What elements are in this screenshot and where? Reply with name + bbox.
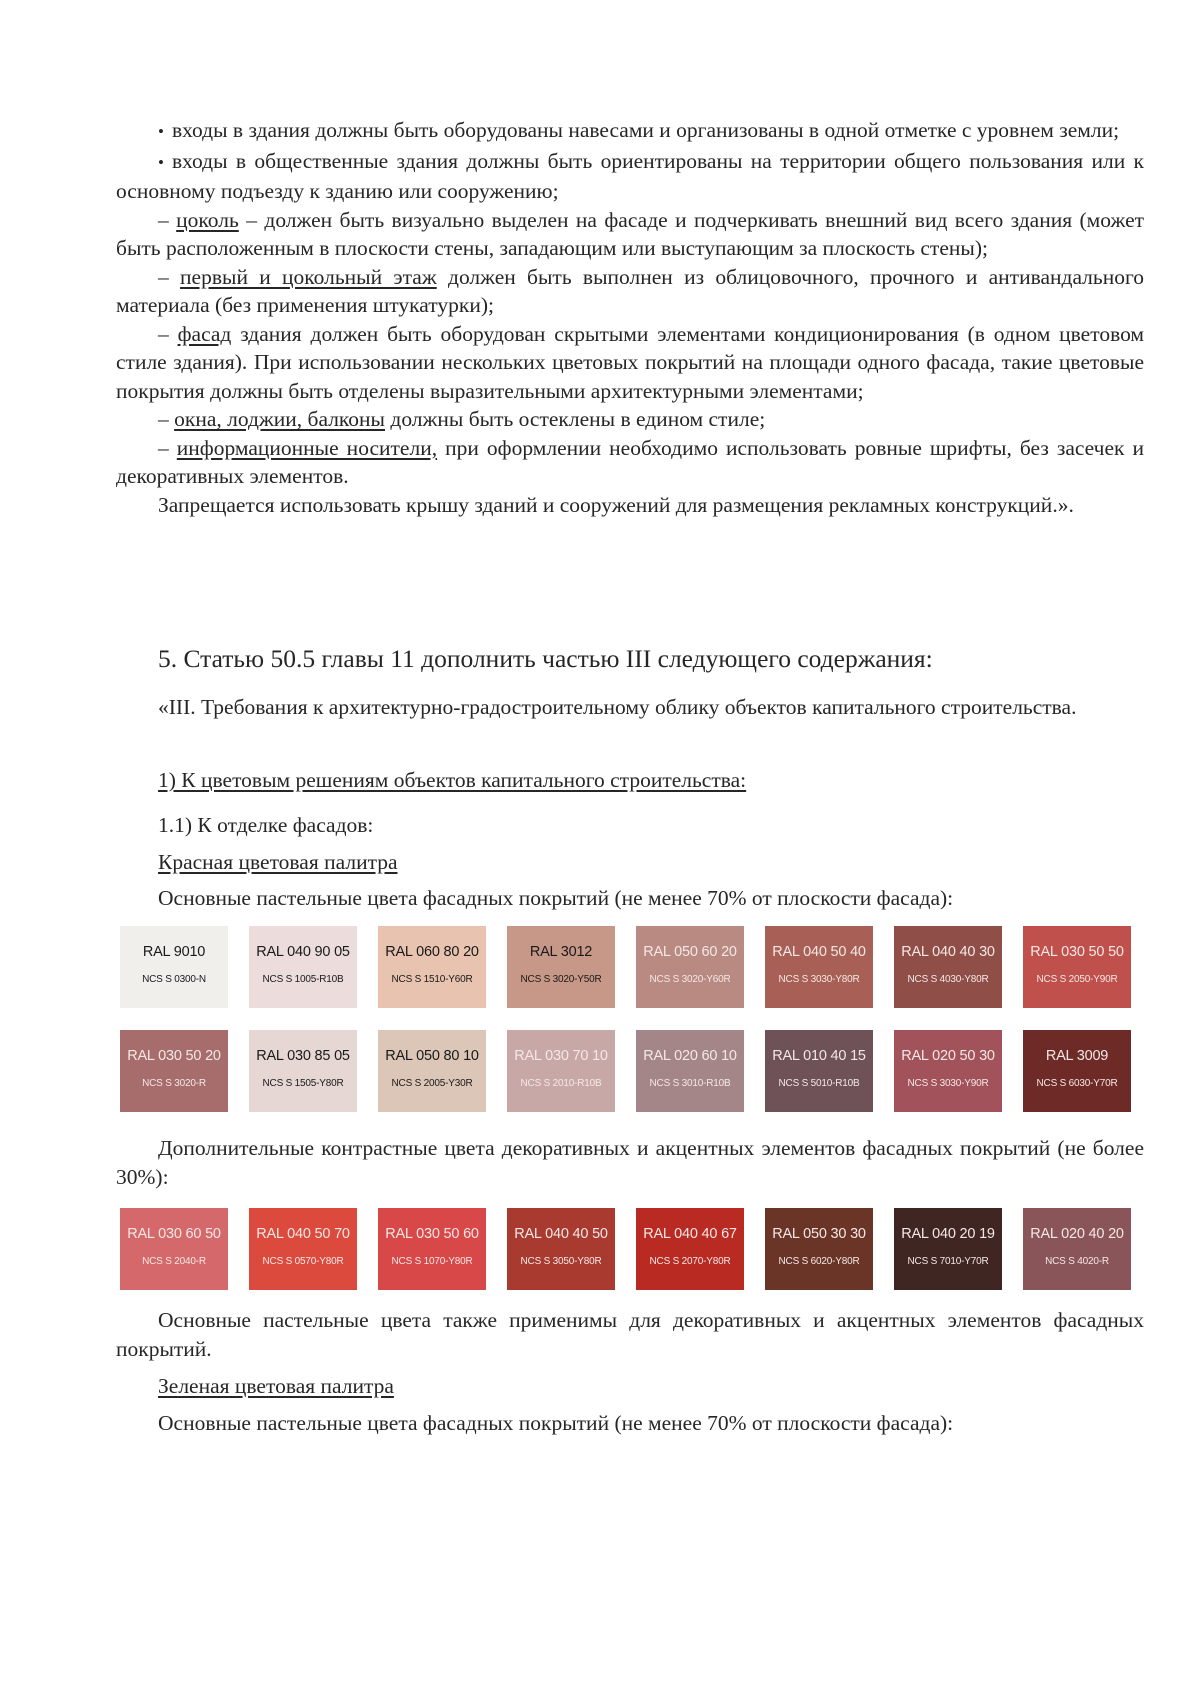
ncs-code: NCS S 1510-Y60R	[391, 974, 473, 985]
ral-code: RAL 040 50 70	[256, 1226, 350, 1242]
bullet-icon: •	[158, 122, 164, 141]
ncs-code: NCS S 2070-Y80R	[649, 1256, 731, 1267]
dash-mark: –	[158, 321, 169, 346]
color-swatch	[507, 1208, 615, 1290]
pastel-note-block	[116, 1306, 1144, 1364]
color-swatch	[1023, 1208, 1131, 1290]
item-1-1-block	[116, 811, 1144, 840]
ral-code: RAL 030 50 50	[1030, 944, 1124, 960]
ral-code: RAL 040 20 19	[901, 1226, 995, 1242]
ncs-code: NCS S 6030-Y70R	[1036, 1078, 1118, 1089]
prohibition-paragraph: Запрещается использовать крышу зданий и сооружений для размещения рекламных конструкций.».	[158, 492, 1074, 517]
color-swatch	[249, 1030, 357, 1112]
ncs-code: NCS S 2050-Y90R	[1036, 974, 1118, 985]
underlined-term: информационные носители,	[176, 435, 438, 460]
ncs-code: NCS S 3010-R10B	[649, 1078, 731, 1089]
item-1	[116, 766, 1144, 795]
color-swatch	[636, 926, 744, 1008]
ncs-code: NCS S 4020-R	[1045, 1256, 1109, 1267]
ncs-code: NCS S 3020-R	[142, 1078, 206, 1089]
color-swatch	[507, 1030, 615, 1112]
ral-code: RAL 040 90 05	[256, 944, 350, 960]
color-swatch	[765, 1208, 873, 1290]
additional-swatch-row	[120, 1208, 1131, 1290]
dash-paragraph	[116, 405, 1144, 434]
ncs-code: NCS S 7010-Y70R	[907, 1256, 989, 1267]
dash-mark: –	[158, 435, 169, 460]
item-1-text: 1) К цветовым решениям объектов капитального строительства:	[158, 768, 747, 792]
ral-code: RAL 030 50 60	[385, 1226, 479, 1242]
ncs-code: NCS S 3030-Y80R	[778, 974, 860, 985]
ncs-code: NCS S 2040-R	[142, 1256, 206, 1267]
underlined-term: первый и цокольный этаж	[180, 264, 437, 289]
green-palette-title: Зеленая цветовая палитра	[158, 1374, 394, 1398]
ncs-code: NCS S 2005-Y30R	[391, 1078, 473, 1089]
ral-code: RAL 3012	[529, 944, 593, 960]
dash-mark: –	[158, 264, 169, 289]
ral-code: RAL 040 40 30	[901, 944, 995, 960]
ncs-code: NCS S 3050-Y80R	[520, 1256, 602, 1267]
section-intro-block	[116, 693, 1144, 722]
color-swatch	[249, 1208, 357, 1290]
ncs-code: NCS S 2010-R10B	[520, 1078, 602, 1089]
green-caption-block	[116, 1409, 1144, 1438]
ncs-code: NCS S 3020-Y60R	[649, 974, 731, 985]
top-text-block	[116, 116, 1144, 519]
red-palette-heading	[116, 848, 1144, 877]
ral-code: RAL 050 30 30	[772, 1226, 866, 1242]
ral-code: RAL 020 60 10	[643, 1048, 737, 1064]
ral-code: RAL 010 40 15	[772, 1048, 866, 1064]
ncs-code: NCS S 3020-Y50R	[520, 974, 602, 985]
dash-mark: –	[158, 407, 169, 431]
color-swatch	[636, 1208, 744, 1290]
color-swatch	[378, 1208, 486, 1290]
bullet-paragraph	[116, 147, 1144, 206]
paragraph-text: здания должен быть оборудован скрытыми элементами кондиционирования (в одном цветовом стиле здания). При использовании нескольких цветовых покрытий на площади одного фасада, такие цветовые покрытия должны быть отделены выразительными архитектурными элементами;	[116, 321, 1145, 403]
ncs-code: NCS S 3030-Y90R	[907, 1078, 989, 1089]
color-swatch	[378, 1030, 486, 1112]
color-swatch	[894, 1208, 1002, 1290]
ral-code: RAL 040 40 50	[514, 1226, 608, 1242]
red-palette-title: Красная цветовая палитра	[158, 850, 398, 874]
main-caption-block	[116, 884, 1144, 913]
green-colors-caption: Основные пастельные цвета фасадных покрытий (не менее 70% от плоскости фасада):	[158, 1411, 954, 1435]
underlined-term: фасад	[177, 321, 232, 346]
paragraph-text: входы в здания должны быть оборудованы навесами и организованы в одной отметке с уровнем земли;	[171, 118, 1120, 142]
ncs-code: NCS S 5010-R10B	[778, 1078, 860, 1089]
bullet-paragraph	[116, 116, 1144, 147]
underlined-term: окна, лоджии, балконы	[174, 407, 385, 431]
main-colors-caption: Основные пастельные цвета фасадных покрытий (не менее 70% от плоскости фасада):	[158, 886, 954, 910]
underlined-term: цоколь	[176, 207, 239, 232]
color-swatch	[1023, 1030, 1131, 1112]
green-palette-block	[116, 1372, 1144, 1401]
section-heading: 5. Статью 50.5 главы 11 дополнить частью III следующего содержания:	[158, 644, 933, 673]
ral-code: RAL 040 50 40	[772, 944, 866, 960]
ral-code: RAL 020 50 30	[901, 1048, 995, 1064]
color-swatch	[120, 926, 228, 1008]
additional-caption-block	[116, 1134, 1144, 1192]
color-swatch	[249, 926, 357, 1008]
ral-code: RAL 030 60 50	[127, 1226, 221, 1242]
main-swatch-row-2	[120, 1030, 1131, 1112]
dash-paragraph	[116, 434, 1144, 491]
main-swatch-row-1	[120, 926, 1131, 1008]
ral-code: RAL 020 40 20	[1030, 1226, 1124, 1242]
ncs-code: NCS S 1505-Y80R	[262, 1078, 344, 1089]
ral-code: RAL 030 85 05	[256, 1048, 350, 1064]
paragraph-text: при оформлении необходимо использовать ровные шрифты, без засечек и декоративных элементов.	[116, 435, 1145, 488]
item-1-block	[116, 766, 1144, 795]
ncs-code: NCS S 0300-N	[142, 974, 206, 985]
paragraph-text: – должен быть визуально выделен на фасаде и подчеркивать внешний вид всего здания (может быть расположенным в плоскости стены, западающим или выступающим за плоскость стены);	[116, 207, 1145, 260]
color-swatch	[507, 926, 615, 1008]
red-palette-block	[116, 848, 1144, 877]
paragraph-text: входы в общественные здания должны быть ориентированы на территории общего пользования или к основному подъезду к зданию или сооружению;	[116, 148, 1144, 203]
color-swatch	[1023, 926, 1131, 1008]
color-swatch	[120, 1208, 228, 1290]
green-palette-heading	[116, 1372, 1144, 1401]
paragraph-text: должны быть остеклены в едином стиле;	[390, 407, 766, 431]
ral-code: RAL 050 60 20	[643, 944, 737, 960]
color-swatch	[636, 1030, 744, 1112]
ncs-code: NCS S 1005-R10B	[262, 974, 344, 985]
color-swatch	[894, 926, 1002, 1008]
ral-code: RAL 9010	[142, 944, 206, 960]
paragraph-text: должен быть выполнен из облицовочного, прочного и антивандального материала (без применения штукатурки);	[116, 264, 1144, 317]
dash-paragraph	[116, 206, 1144, 263]
ncs-code: NCS S 1070-Y80R	[391, 1256, 473, 1267]
ral-code: RAL 060 80 20	[385, 944, 479, 960]
bullet-icon: •	[158, 152, 164, 172]
ral-code: RAL 030 50 20	[127, 1048, 221, 1064]
dash-paragraph	[116, 263, 1144, 320]
ncs-code: NCS S 4030-Y80R	[907, 974, 989, 985]
color-swatch	[378, 926, 486, 1008]
section-intro: «III. Требования к архитектурно-градостроительному облику объектов капитального строительства.	[158, 695, 1077, 719]
ral-code: RAL 030 70 10	[514, 1048, 608, 1064]
ral-code: RAL 050 80 10	[385, 1048, 479, 1064]
color-swatch	[894, 1030, 1002, 1112]
color-swatch	[765, 1030, 873, 1112]
color-swatch	[120, 1030, 228, 1112]
ral-code: RAL 3009	[1045, 1048, 1109, 1064]
additional-colors-caption: Дополнительные контрастные цвета декоративных и акцентных элементов фасадных покрытий (не более 30%):	[116, 1136, 1144, 1189]
item-1-1: 1.1) К отделке фасадов:	[158, 813, 374, 837]
dash-mark: –	[158, 207, 169, 232]
ncs-code: NCS S 0570-Y80R	[262, 1256, 344, 1267]
pastel-note: Основные пастельные цвета также применимы для декоративных и акцентных элементов фасадных покрытий.	[116, 1308, 1144, 1361]
color-swatch	[765, 926, 873, 1008]
ral-code: RAL 040 40 67	[643, 1226, 737, 1242]
ncs-code: NCS S 6020-Y80R	[778, 1256, 860, 1267]
dash-paragraph	[116, 320, 1144, 406]
